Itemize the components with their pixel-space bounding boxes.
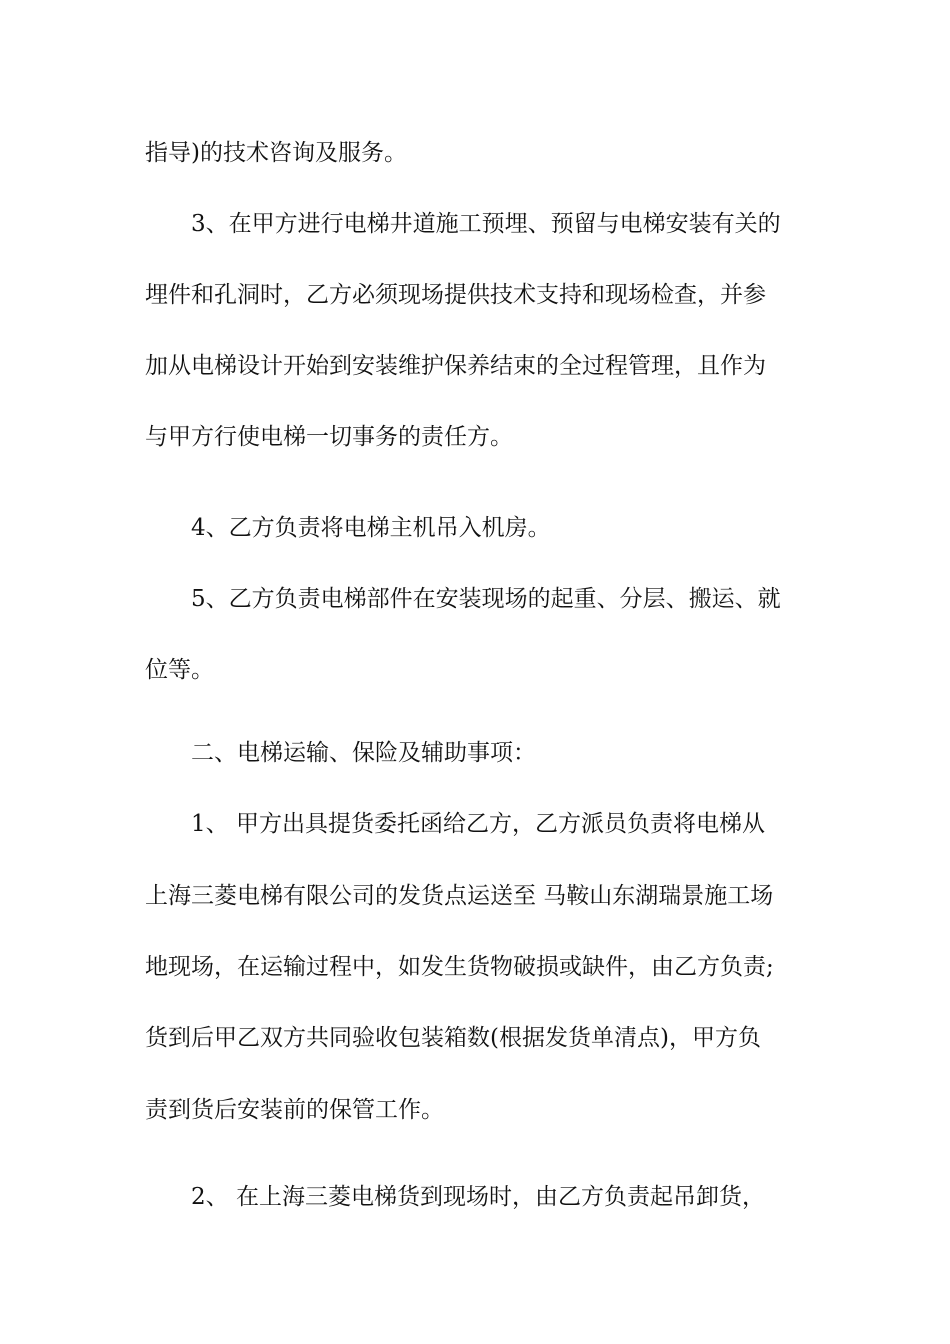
text-line: 上海三菱电梯有限公司的发货点运送至 马鞍山东湖瑞景施工场	[145, 883, 774, 909]
text-line: 2、 在上海三菱电梯货到现场时，由乙方负责起吊卸货，	[191, 1184, 765, 1210]
text-line: 加从电梯设计开始到安装维护保养结束的全过程管理，且作为	[145, 353, 766, 379]
text-line: 与甲方行使电梯一切事务的责任方。	[145, 424, 513, 450]
text-line: 指导)的技术咨询及服务。	[145, 140, 407, 166]
text-line: 3、在甲方进行电梯井道施工预埋、预留与电梯安装有关的	[191, 211, 781, 237]
text-line: 地现场，在运输过程中，如发生货物破损或缺件，由乙方负责;	[145, 954, 774, 980]
text-line: 货到后甲乙双方共同验收包装箱数(根据发货单清点)，甲方负	[145, 1025, 761, 1051]
text-line: 5、乙方负责电梯部件在安装现场的起重、分层、搬运、就	[191, 586, 781, 612]
text-line: 位等。	[145, 657, 214, 683]
text-line: 埋件和孔洞时，乙方必须现场提供技术支持和现场检查，并参	[145, 282, 766, 308]
text-line: 责到货后安装前的保管工作。	[145, 1097, 444, 1123]
text-line: 1、 甲方出具提货委托函给乙方，乙方派员负责将电梯从	[191, 811, 765, 837]
text-line: 4、乙方负责将电梯主机吊入机房。	[191, 515, 551, 541]
text-line: 二、电梯运输、保险及辅助事项：	[191, 740, 536, 766]
